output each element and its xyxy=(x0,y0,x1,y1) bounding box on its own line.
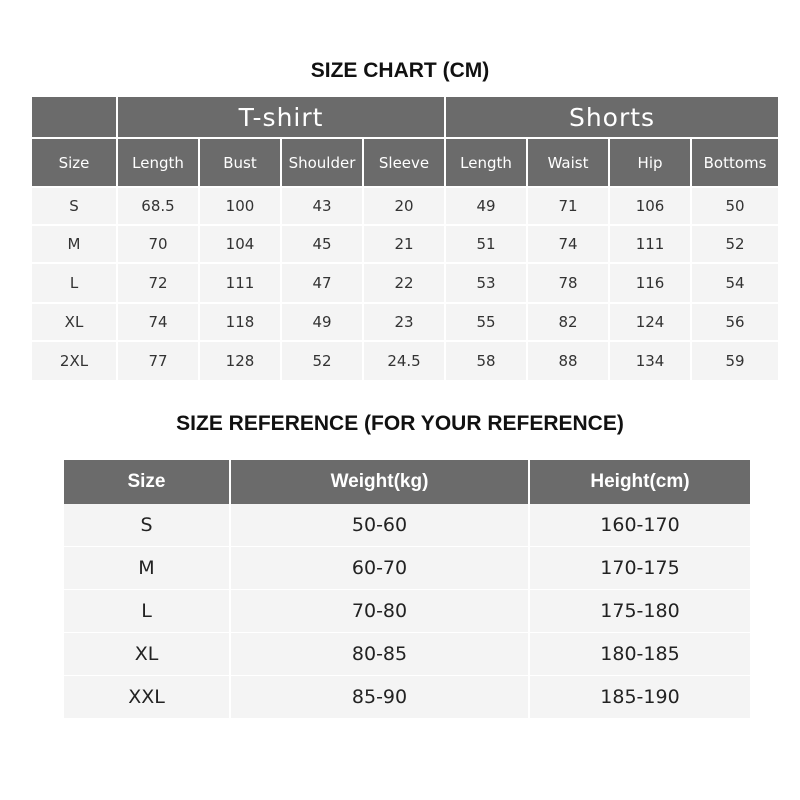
table-cell: 74 xyxy=(118,304,198,340)
table-cell: 134 xyxy=(610,342,690,380)
table-cell: 23 xyxy=(364,304,444,340)
group-header-tshirt: T-shirt xyxy=(118,97,444,137)
table-row xyxy=(32,188,778,224)
table-cell: 78 xyxy=(528,264,608,302)
table-cell: S xyxy=(32,188,116,224)
table-cell: 43 xyxy=(282,188,362,224)
table-cell: 170-175 xyxy=(530,547,750,590)
table-cell: 52 xyxy=(692,226,778,262)
column-header-row xyxy=(64,460,750,504)
table-cell: 22 xyxy=(364,264,444,302)
size-reference-table xyxy=(62,460,752,719)
table-cell: 45 xyxy=(282,226,362,262)
table-cell: 118 xyxy=(200,304,280,340)
column-header: Waist xyxy=(528,139,608,186)
table-cell: 60-70 xyxy=(231,547,528,590)
group-header-shorts: Shorts xyxy=(446,97,778,137)
table-cell: 52 xyxy=(282,342,362,380)
table-cell: 20 xyxy=(364,188,444,224)
table-cell: 128 xyxy=(200,342,280,380)
table-row xyxy=(64,590,750,633)
table-cell: 88 xyxy=(528,342,608,380)
table-cell: 106 xyxy=(610,188,690,224)
table-cell: 72 xyxy=(118,264,198,302)
table-cell: 111 xyxy=(200,264,280,302)
table-cell: 111 xyxy=(610,226,690,262)
table-cell: 185-190 xyxy=(530,676,750,719)
group-header-blank xyxy=(32,97,116,137)
table-cell: 51 xyxy=(446,226,526,262)
table-cell: M xyxy=(32,226,116,262)
column-header: Size xyxy=(64,460,229,504)
size-chart-table xyxy=(30,95,780,382)
table-cell: 82 xyxy=(528,304,608,340)
table-cell: 53 xyxy=(446,264,526,302)
table-cell: M xyxy=(64,547,229,590)
table-cell: 175-180 xyxy=(530,590,750,633)
size-chart-title: SIZE CHART (CM) xyxy=(310,59,490,82)
table-cell: 160-170 xyxy=(530,504,750,547)
table-cell: 49 xyxy=(446,188,526,224)
table-row xyxy=(32,304,778,340)
column-header: Height(cm) xyxy=(530,460,750,504)
table-cell: 74 xyxy=(528,226,608,262)
table-cell: L xyxy=(32,264,116,302)
table-cell: 49 xyxy=(282,304,362,340)
group-header-row xyxy=(32,97,778,137)
table-cell: 100 xyxy=(200,188,280,224)
table-cell: 71 xyxy=(528,188,608,224)
table-cell: XL xyxy=(64,633,229,676)
column-header-row xyxy=(32,139,778,186)
table-cell: 54 xyxy=(692,264,778,302)
table-cell: 124 xyxy=(610,304,690,340)
table-row xyxy=(32,342,778,380)
table-cell: 116 xyxy=(610,264,690,302)
table-cell: 85-90 xyxy=(231,676,528,719)
table-row xyxy=(64,633,750,676)
table-cell: L xyxy=(64,590,229,633)
table-row xyxy=(32,264,778,302)
column-header: Shoulder xyxy=(282,139,362,186)
table-cell: 47 xyxy=(282,264,362,302)
table-cell: 70-80 xyxy=(231,590,528,633)
table-cell: 70 xyxy=(118,226,198,262)
table-cell: 58 xyxy=(446,342,526,380)
column-header: Bottoms xyxy=(692,139,778,186)
column-header: Hip xyxy=(610,139,690,186)
table-cell: 59 xyxy=(692,342,778,380)
table-cell: 80-85 xyxy=(231,633,528,676)
column-header: Length xyxy=(118,139,198,186)
column-header: Bust xyxy=(200,139,280,186)
table-row xyxy=(64,676,750,719)
table-cell: XXL xyxy=(64,676,229,719)
column-header: Length xyxy=(446,139,526,186)
table-cell: 180-185 xyxy=(530,633,750,676)
table-cell: XL xyxy=(32,304,116,340)
table-cell: 77 xyxy=(118,342,198,380)
table-cell: 104 xyxy=(200,226,280,262)
table-cell: 55 xyxy=(446,304,526,340)
column-header: Weight(kg) xyxy=(231,460,528,504)
column-header: Sleeve xyxy=(364,139,444,186)
size-reference-title: SIZE REFERENCE (FOR YOUR REFERENCE) xyxy=(176,412,624,435)
column-header: Size xyxy=(32,139,116,186)
table-row xyxy=(64,547,750,590)
table-cell: 24.5 xyxy=(364,342,444,380)
table-cell: 2XL xyxy=(32,342,116,380)
table-cell: 50-60 xyxy=(231,504,528,547)
table-cell: S xyxy=(64,504,229,547)
table-cell: 21 xyxy=(364,226,444,262)
table-cell: 56 xyxy=(692,304,778,340)
table-row xyxy=(64,504,750,547)
table-cell: 50 xyxy=(692,188,778,224)
table-row xyxy=(32,226,778,262)
table-cell: 68.5 xyxy=(118,188,198,224)
